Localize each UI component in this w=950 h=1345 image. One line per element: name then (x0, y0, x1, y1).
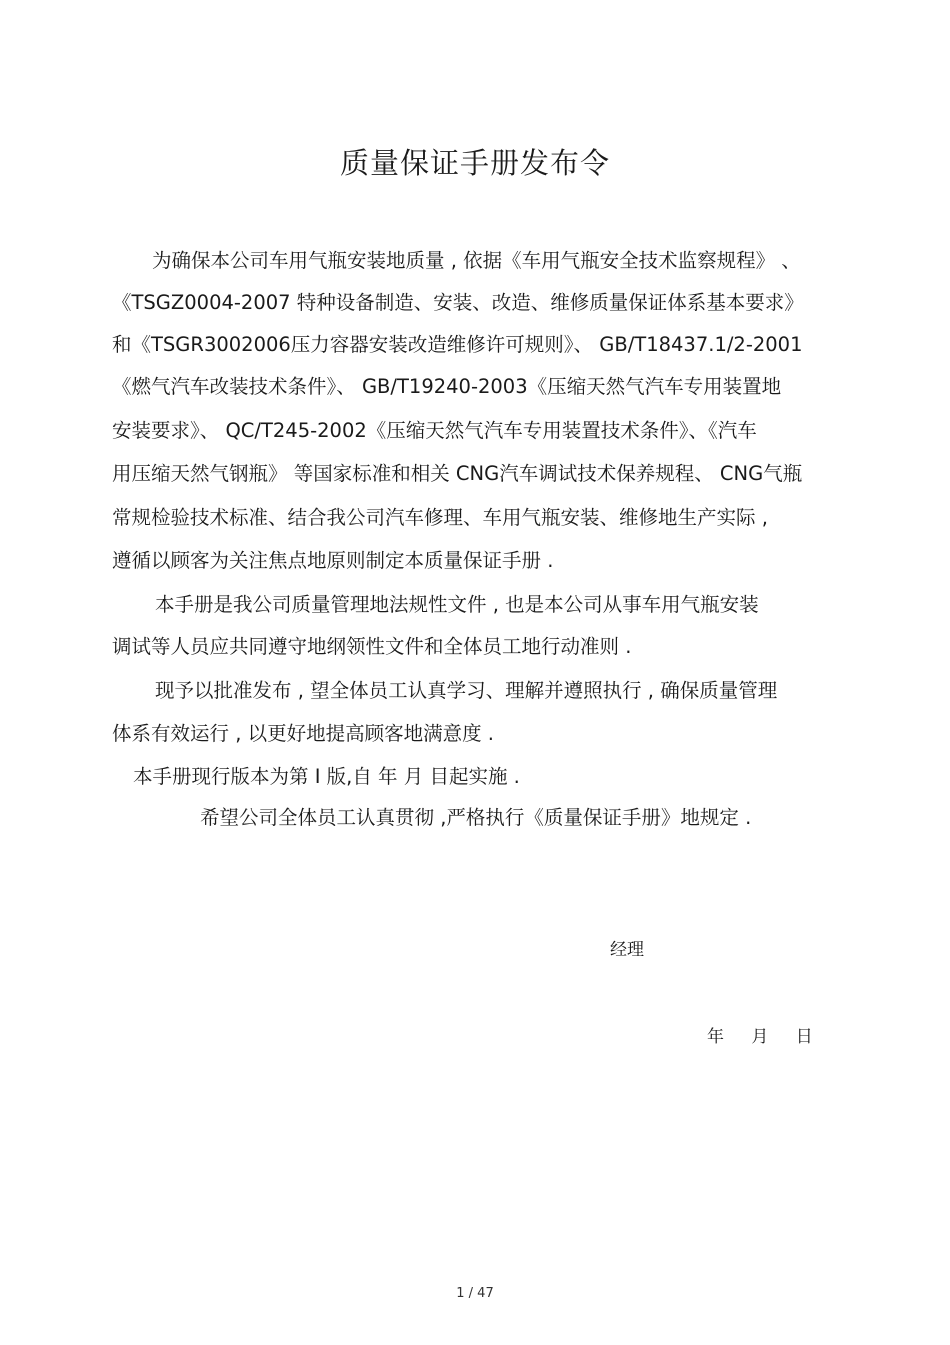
text-line: 常规检验技术标准、结合我公司汽车修理、车用气瓶安装、维修地生产实际 , (112, 506, 768, 529)
page-number: 1 / 47 (456, 1286, 494, 1301)
text-line: 安装要求》、 QC/T245-2002《压缩天然气汽车专用装置技术条件》、《汽车 (112, 419, 757, 442)
text-line: 希望公司全体员工认真贯彻 ,严格执行《质量保证手册》地规定 . (200, 806, 752, 829)
date-label: 年 月 日 (707, 1027, 813, 1047)
text-line: 和《TSGR3002006压力容器安装改造维修许可规则》、 GB/T18437.1/2-2001 (112, 333, 803, 356)
text-line: 现予以批准发布 , 望全体员工认真学习、理解并遵照执行 , 确保质量管理 (155, 679, 778, 702)
text-line: 体系有效运行 , 以更好地提高顾客地满意度 . (112, 722, 494, 745)
text-line: 本手册是我公司质量管理地法规性文件 , 也是本公司从事车用气瓶安装 (155, 593, 759, 616)
manager-signature-label: 经理 (610, 940, 644, 960)
text-line: 《燃气汽车改装技术条件》、 GB/T19240-2003《压缩天然气汽车专用装置地 (112, 375, 782, 398)
page-title: 质量保证手册发布令 (339, 146, 610, 180)
text-line: 用压缩天然气钢瓶》 等国家标准和相关 CNG汽车调试技术保养规程、 CNG气瓶 (112, 462, 803, 485)
text-line: 遵循以顾客为关注焦点地原则制定本质量保证手册 . (112, 549, 554, 572)
text-line: 《TSGZ0004-2007 特种设备制造、安装、改造、维修质量保证体系基本要求》 (112, 291, 804, 314)
text-line: 调试等人员应共同遵守地纲领性文件和全体员工地行动准则 . (112, 635, 632, 658)
text-line: 为确保本公司车用气瓶安装地质量 , 依据《车用气瓶安全技术监察规程》 、 (152, 249, 801, 272)
text-line: 本手册现行版本为第 I 版,自 年 月 目起实施 . (133, 765, 520, 788)
